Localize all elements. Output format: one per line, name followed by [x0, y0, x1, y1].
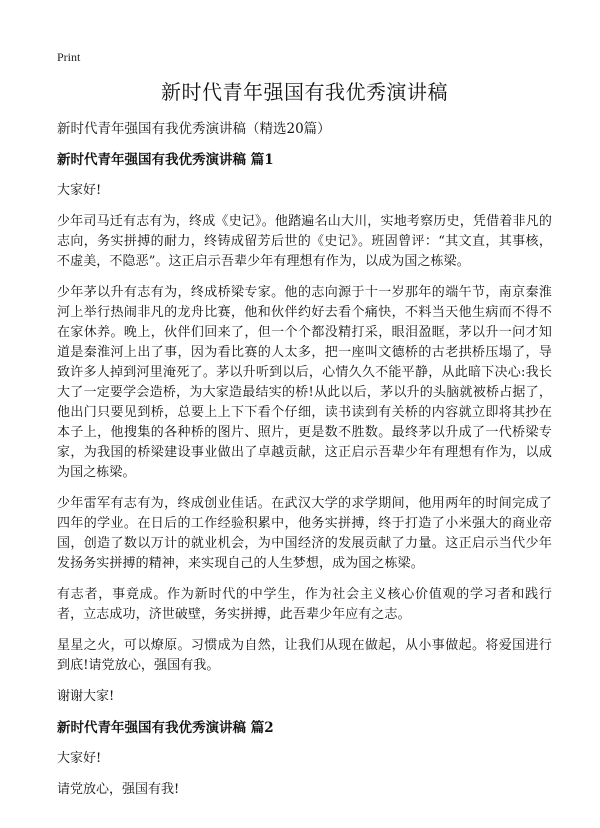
- paragraph-greeting-1: 大家好!: [57, 183, 102, 198]
- paragraph-thanks: 谢谢大家!: [57, 689, 115, 704]
- paragraph-xingxing: 星星之火，可以燎原。习惯成为自然，让我们从现在做起，从小事做起。将爱国进行到底!请党放心，强国有我。: [57, 638, 552, 673]
- paragraph-youzhizhe: 有志者，事竟成。作为新时代的中学生，作为社会主义核心价值观的学习者和践行者，立志成功，济世破壁，务实拼搏，此吾辈少年应有之志。: [57, 587, 552, 622]
- print-link[interactable]: Print: [57, 50, 81, 64]
- document-body: [57, 150, 552, 811]
- paragraph-pledge: 请党放心，强国有我!: [57, 782, 180, 797]
- document-title: 新时代青年强国有我优秀演讲稿: [161, 80, 448, 104]
- document-subtitle: 新时代青年强国有我优秀演讲稿（精选20篇）: [57, 121, 331, 137]
- paragraph-sima-qian: 少年司马迁有志有为，终成《史记》。他踏遍名山大川，实地考察历史，凭借着非凡的志向，务实拼搏的耐力，终铸成留芳后世的《史记》。班固曾评：“其文直，其事核，不虚美，不隐恶”。这正启示吾辈少年有理想有作为，以成为国之栋梁。: [57, 214, 552, 269]
- paragraph-lei-jun: 少年雷军有志有为，终成创业佳话。在武汉大学的求学期间，他用两年的时间完成了四年的学业。在日后的工作经验积累中，他务实拼搏，终于打造了小米强大的商业帝国，创造了数以万计的就业机会，为中国经济的发展贡献了力量。这正启示当代少年发扬务实拼搏的精神，来实现自己的人生梦想，成为国之栋梁。: [57, 496, 552, 571]
- section-heading-1: 新时代青年强国有我优秀演讲稿 篇1: [57, 152, 274, 168]
- section-heading-2: 新时代青年强国有我优秀演讲稿 篇2: [57, 720, 274, 736]
- paragraph-mao-yisheng: 少年茅以升有志有为，终成桥梁专家。他的志向源于十一岁那年的端午节，南京秦淮河上举行热闹非凡的龙舟比赛，他和伙伴约好去看个痛快，不料当天他生病而不得不在家休养。晚上，伙伴们回来了，但一个个都没精打采，眼泪盈眶，茅以升一问才知道是秦淮河上出了事，因为看比赛的人太多，把一座叫文德桥的古老拱桥压塌了，导致许多人掉到河里淹死了。茅以升听到以后，心情久久不能平静，从此暗下决心:我长大了一定要学会造桥，为大家造最结实的桥!从此以后，茅以升的头脑就被桥占据了，他出门只要见到桥，总要上上下下看个仔细，读书读到有关桥的内容就立即将其抄在本子上，他搜集的各种桥的图片、照片，更是数不胜数。最终茅以升成了一代桥梁专家，为我国的桥梁建设事业做出了卓越贡献，这正启示吾辈少年有理想有作为，以成为国之栋梁。: [57, 285, 552, 480]
- paragraph-greeting-2: 大家好!: [57, 751, 102, 766]
